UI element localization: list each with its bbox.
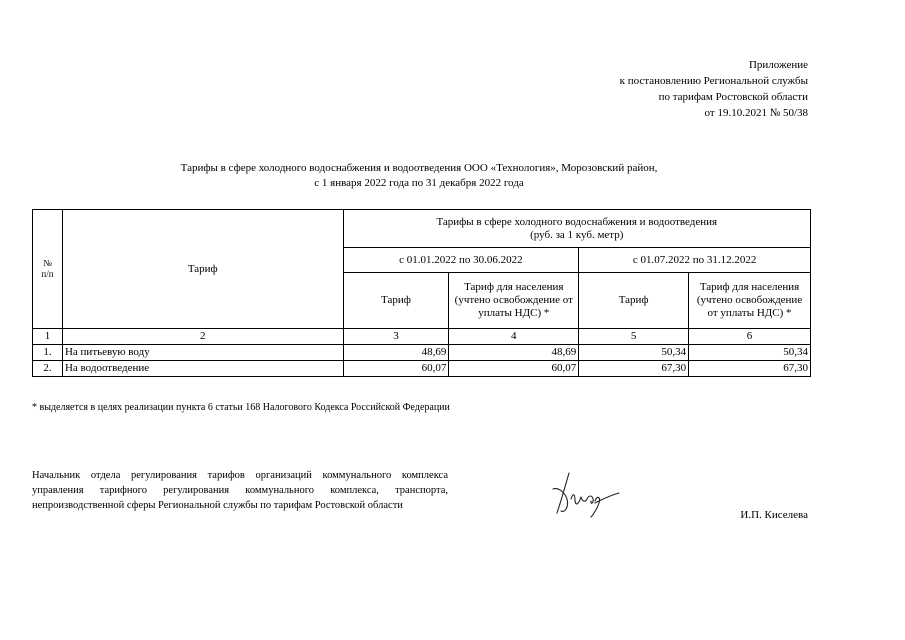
- row-value: 48,69: [343, 345, 449, 361]
- tariff-table: [32, 209, 811, 377]
- header-group-title: Тарифы в сфере холодного водоснабжения и водоотведения: [436, 215, 718, 228]
- title-line-1: Тарифы в сфере холодного водоснабжения и водоотведения ООО «Технология», Морозовский район,: [180, 162, 658, 174]
- numbering-cell: 4: [449, 329, 579, 345]
- row-name: На питьевую воду: [62, 345, 343, 361]
- row-value: 60,07: [449, 361, 579, 377]
- numbering-row: [33, 329, 811, 345]
- header-group-unit: (руб. за 1 куб. метр): [530, 228, 624, 241]
- row-value: 50,34: [689, 345, 811, 361]
- appendix-line: Приложение: [748, 59, 808, 71]
- appendix-line: от 19.10.2021 № 50/38: [704, 107, 808, 119]
- row-value: 48,69: [449, 345, 579, 361]
- row-value: 60,07: [343, 361, 449, 377]
- title-line-2: с 1 января 2022 года по 31 декабря 2022 года: [314, 177, 524, 189]
- row-num: 2.: [33, 361, 63, 377]
- header-col-tariff-1: Тариф: [343, 273, 449, 329]
- handwritten-signature: [545, 463, 625, 523]
- signer-position: Начальник отдела регулирования тарифов организаций коммунального комплекса управления тарифного регулирования коммунального комплекса, транспорта, непроизводственной сферы Региональной службы по тарифам Ростовской области: [32, 470, 448, 511]
- header-col-tariff-2: Тариф: [579, 273, 689, 329]
- numbering-cell: 3: [343, 329, 449, 345]
- appendix-line: по тарифам Ростовской области: [658, 91, 808, 103]
- header-period-2: с 01.07.2022 по 31.12.2022: [579, 248, 811, 273]
- document-title: [0, 161, 838, 191]
- row-name: На водоотведение: [62, 361, 343, 377]
- appendix-line: к постановлению Региональной службы: [619, 75, 808, 87]
- header-period-1: с 01.01.2022 по 30.06.2022: [343, 248, 579, 273]
- numbering-cell: 6: [689, 329, 811, 345]
- row-value: 67,30: [689, 361, 811, 377]
- header-group: [343, 210, 810, 248]
- appendix-header: [548, 57, 808, 121]
- row-value: 67,30: [579, 361, 689, 377]
- footnote: * выделяется в целях реализации пункта 6 статьи 168 Налогового Кодекса Российской Федерации: [32, 402, 450, 413]
- signer-name: И.П. Киселева: [740, 509, 808, 521]
- header-col-population-1: Тариф для населения (учтено освобождение от уплаты НДС) *: [449, 273, 579, 329]
- numbering-cell: 2: [62, 329, 343, 345]
- row-value: 50,34: [579, 345, 689, 361]
- header-col-population-2: Тариф для населения (учтено освобождение от уплаты НДС) *: [689, 273, 811, 329]
- table-row: [33, 345, 811, 361]
- numbering-cell: 5: [579, 329, 689, 345]
- row-num: 1.: [33, 345, 63, 361]
- numbering-cell: 1: [33, 329, 63, 345]
- header-num: № п/п: [33, 210, 63, 329]
- header-tariff: Тариф: [62, 210, 343, 329]
- table-row: [33, 361, 811, 377]
